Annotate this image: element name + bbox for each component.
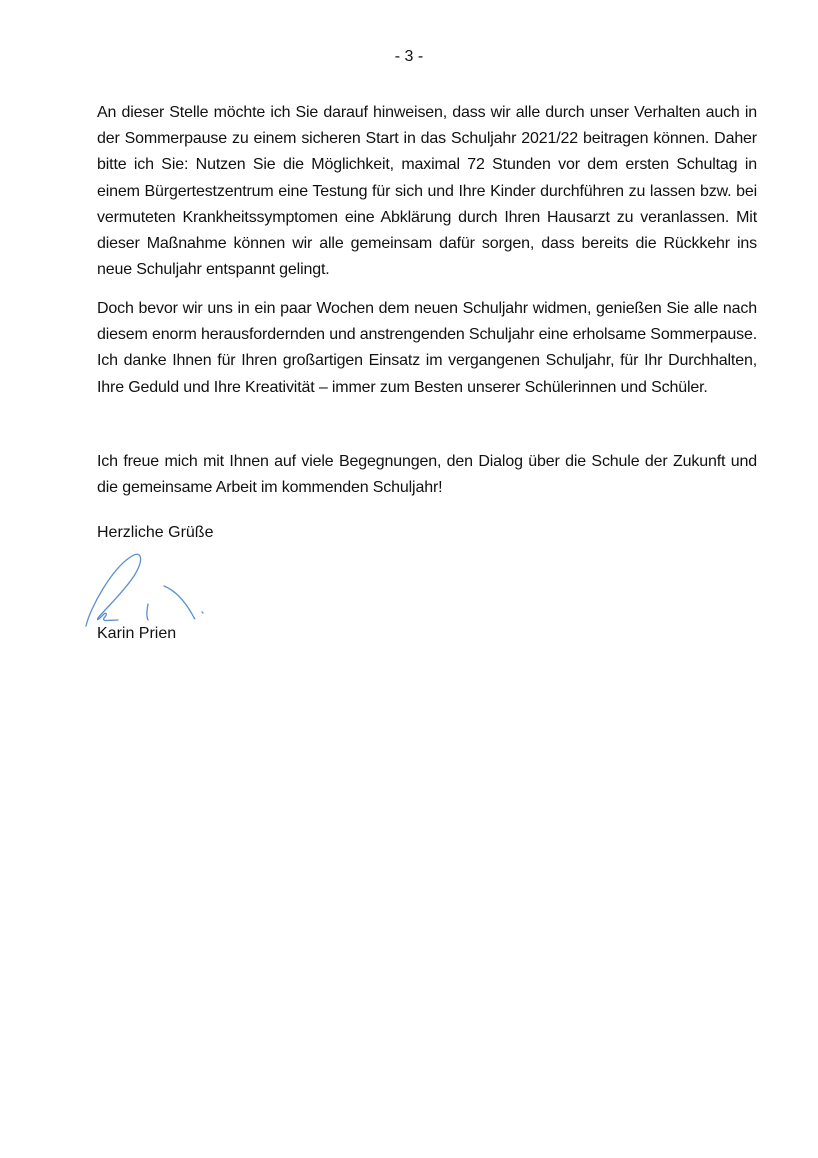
paragraph-thanks: Doch bevor wir uns in ein paar Wochen dem neuen Schuljahr widmen, genießen Sie alle nach diesem enorm herausfordernden und anstrengenden Schuljahr eine erholsame Sommerpause. Ich danke Ihnen für Ihren großartigen Einsatz im vergangenen Schuljahr, für Ihr Durchhalten, Ihre Geduld und Ihre Kreativität – immer zum Besten unserer Schülerinnen und Schüler. [97,300,757,396]
signer-name: Karin Prien [97,625,177,642]
handwritten-signature [82,548,212,628]
closing-greeting: Herzliche Grüße [97,524,214,541]
paragraph-outlook: Ich freue mich mit Ihnen auf viele Begegnungen, den Dialog über die Schule der Zukunft und die gemeinsame Arbeit im kommenden Schuljahr! [97,453,757,497]
page-number: - 3 - [394,48,424,65]
paragraph-test-reminder: An dieser Stelle möchte ich Sie darauf hinweisen, dass wir alle durch unser Verhalten auch in der Sommerpause zu einem sicheren Start in das Schuljahr 2021/22 beitragen können. Daher bitte ich Sie: Nutzen Sie die Möglichkeit, maximal 72 Stunden vor dem ersten Schultag in einem Bürgertestzentrum eine Testung für sich und Ihre Kinder durchführen zu lassen bzw. bei vermuteten Krankheitssymptomen eine Abklärung durch Ihren Hausarzt zu veranlassen. Mit dieser Maßnahme können wir alle gemeinsam dafür sorgen, dass bereits die Rückkehr ins neue Schuljahr entspannt gelingt. [97,104,757,279]
